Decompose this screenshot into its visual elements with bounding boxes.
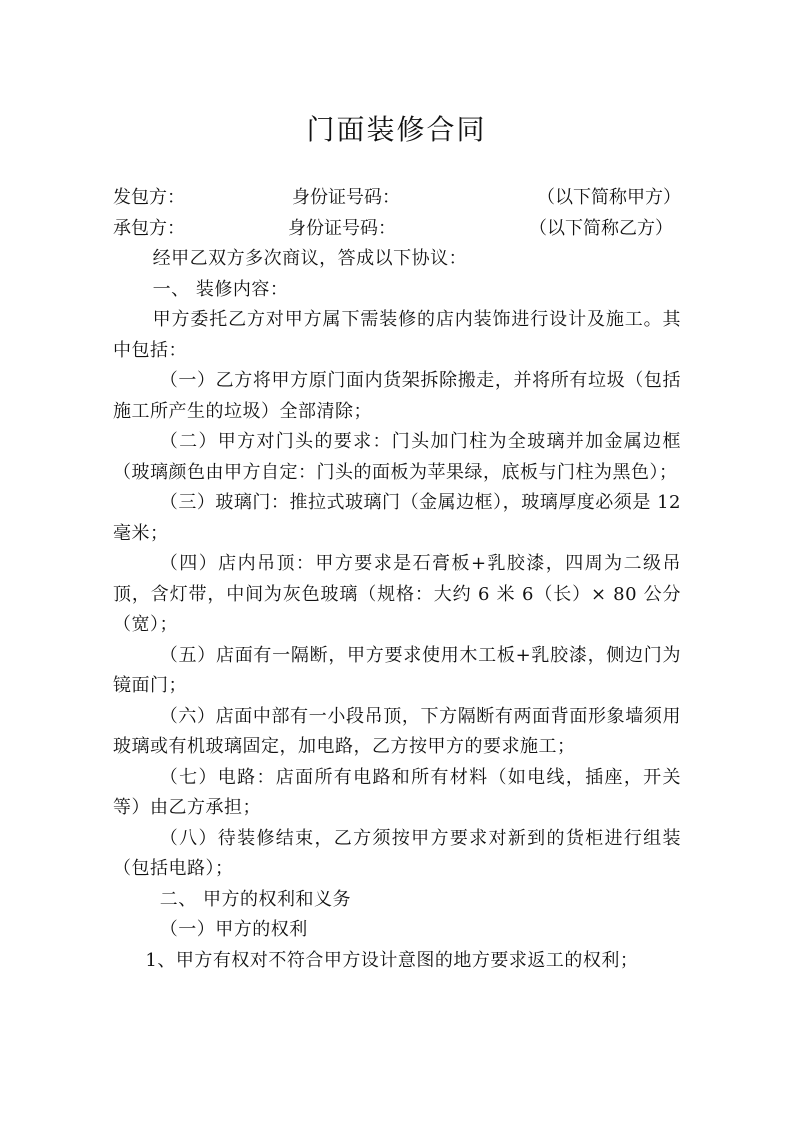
item-7: （七）电路：店面所有电路和所有材料（如电线，插座，开关等）由乙方承担； [113,766,681,818]
agreement-intro: 经甲乙双方多次商议，答成以下协议： [152,248,468,269]
section-2-heading: 二、 甲方的权利和义务 [159,888,352,910]
party-b-alias: （以下简称乙方） [529,217,673,239]
item-5: （五）店面有一隔断，甲方要求使用木工板+乳胶漆，侧边门为镜面门； [113,644,681,696]
party-a-line [113,183,681,214]
section-1-intro: 甲方委托乙方对甲方属下需装修的店内装饰进行设计及施工。其中包括： [113,309,681,361]
item-6: （六）店面中部有一小段吊顶，下方隔断有两面背面形象墙须用玻璃或有机玻璃固定，加电路，乙方按甲方的要求施工； [113,705,681,757]
party-b-id-label: 身份证号码： [288,217,396,239]
item-1: （一）乙方将甲方原门面内货架拆除搬走，并将所有垃圾（包括施工所产生的垃圾）全部清除； [113,370,681,422]
document-body [113,183,681,976]
party-b-line [113,214,681,245]
item-8: （八）待装修结束，乙方须按甲方要求对新到的货柜进行组装（包括电路）； [113,827,681,879]
party-a-alias: （以下简称甲方） [537,187,681,208]
section-2-clause-1: 1、甲方有权对不符合甲方设计意图的地方要求返工的权利； [145,949,639,971]
item-4: （四）店内吊顶：甲方要求是石膏板+乳胶漆，四周为二级吊顶，含灯带，中间为灰色玻璃（规格：大约 6 米 6（长）× 80 公分（宽）； [113,553,681,635]
section-1-heading: 一、 装修内容： [152,278,289,300]
party-a-label: 发包方： [113,187,185,208]
item-2: （二）甲方对门头的要求：门头加门柱为全玻璃并加金属边框（玻璃颜色由甲方自定：门头的面板为苹果绿，底板与门柱为黑色）； [113,431,681,483]
party-b-label: 承包方： [113,217,185,239]
section-2-subheading: （一）甲方的权利 [159,919,308,940]
item-3: （三）玻璃门：推拉式玻璃门（金属边框），玻璃厚度必须是 12 毫米； [113,492,681,544]
party-a-id-label: 身份证号码： [292,187,400,208]
document-title: 门面装修合同 [306,113,487,146]
